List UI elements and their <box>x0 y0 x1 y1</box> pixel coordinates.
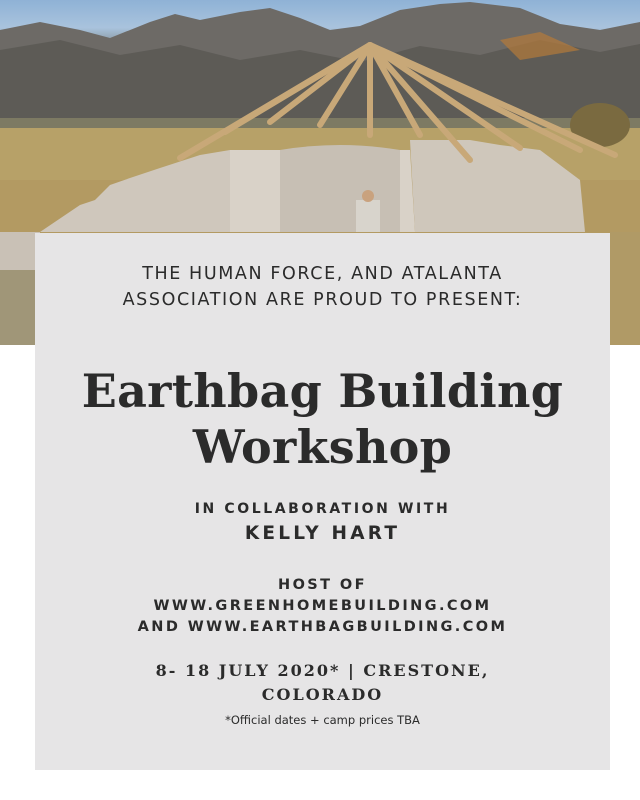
collab-label: IN COLLABORATION WITH <box>194 501 451 517</box>
intro-text: THE HUMAN FORCE, AND ATALANTA ASSOCIATION ARE PROUD TO PRESENT: <box>122 264 523 310</box>
host-label: HOST OF <box>278 577 367 593</box>
announcement-card <box>35 233 610 770</box>
host-website-1: WWW.GREENHOMEBUILDING.COM <box>153 598 492 614</box>
host-info <box>35 575 610 638</box>
event-dates-location: 8- 18 JULY 2020* | CRESTONE, COLORADO <box>155 661 490 704</box>
footnote: *Official dates + camp prices TBA <box>225 713 420 727</box>
host-website-2: AND WWW.EARTHBAGBUILDING.COM <box>137 619 508 635</box>
title-line-1: Earthbag Building <box>81 364 564 418</box>
collaborator-name: KELLY HART <box>244 523 401 544</box>
workshop-title <box>35 363 610 475</box>
title-line-2: Workshop <box>192 420 453 474</box>
